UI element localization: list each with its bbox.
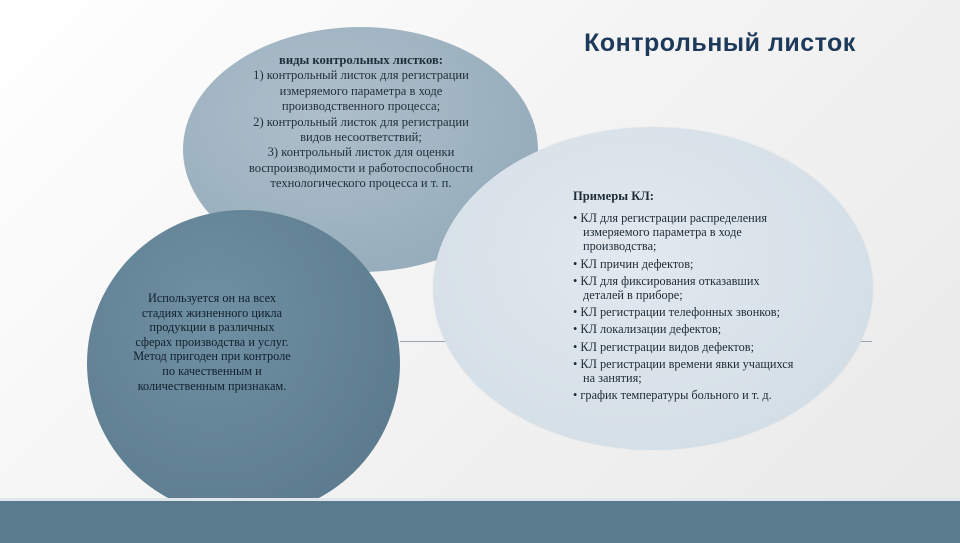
list-item-text: деталей в приборе; xyxy=(583,288,683,303)
list-item-text: на занятия; xyxy=(583,371,642,386)
usage-line: количественным признакам. xyxy=(137,378,287,393)
usage-line: Используется он на всех xyxy=(147,291,277,305)
list-item xyxy=(573,357,863,385)
list-item-text: • КЛ регистрации телефонных звонков; xyxy=(573,305,780,320)
list-item-text: • КЛ регистрации видов дефектов; xyxy=(573,339,754,354)
list-item xyxy=(573,211,863,254)
list-item xyxy=(573,305,863,319)
types-line: 1) контрольный листок для регистрации xyxy=(253,68,469,83)
list-item-text: измеряемого параметра в ходе xyxy=(583,225,742,240)
list-item-text: • график температуры больного и т. д. xyxy=(573,388,772,403)
types-line: производственного процесса; xyxy=(281,99,441,114)
list-item xyxy=(573,388,863,402)
examples-list xyxy=(573,211,863,405)
list-item xyxy=(573,257,863,271)
list-item xyxy=(573,274,863,302)
types-line: 3) контрольный листок для оценки xyxy=(267,145,455,160)
usage-line: Метод пригоден при контроле xyxy=(133,349,291,364)
list-item-text: • КЛ причин дефектов; xyxy=(573,256,694,271)
types-line: измеряемого параметра в ходе xyxy=(279,83,443,98)
slide-title: Контрольный листок xyxy=(584,29,856,57)
list-item-text: производства; xyxy=(583,239,657,254)
types-line: технологического процесса и т. п. xyxy=(270,176,452,191)
usage-line: по качественным и xyxy=(162,363,262,378)
types-line: 2) контрольный листок для регистрации xyxy=(253,114,469,129)
list-item-text: • КЛ локализации дефектов; xyxy=(573,322,722,337)
list-item-text: • КЛ для регистрации распределения xyxy=(573,211,767,225)
usage-line: сферах производства и услуг. xyxy=(135,334,289,349)
types-line: воспроизводимости и работоспособности xyxy=(248,160,474,175)
list-item-text: • КЛ регистрации времени явки учащихся xyxy=(573,356,794,371)
types-line: видов несоответствий; xyxy=(300,130,422,145)
types-text xyxy=(226,53,496,192)
types-heading: виды контрольных листков: xyxy=(279,53,443,67)
usage-line: стадиях жизненного цикла xyxy=(141,305,283,320)
list-item-text: • КЛ для фиксирования отказавших xyxy=(573,273,760,288)
examples-heading: Примеры КЛ: xyxy=(573,189,654,203)
list-item xyxy=(573,340,863,354)
usage-line: продукции в различных xyxy=(149,320,275,335)
usage-text xyxy=(112,291,312,393)
footer-band xyxy=(0,498,960,543)
list-item xyxy=(573,322,863,336)
